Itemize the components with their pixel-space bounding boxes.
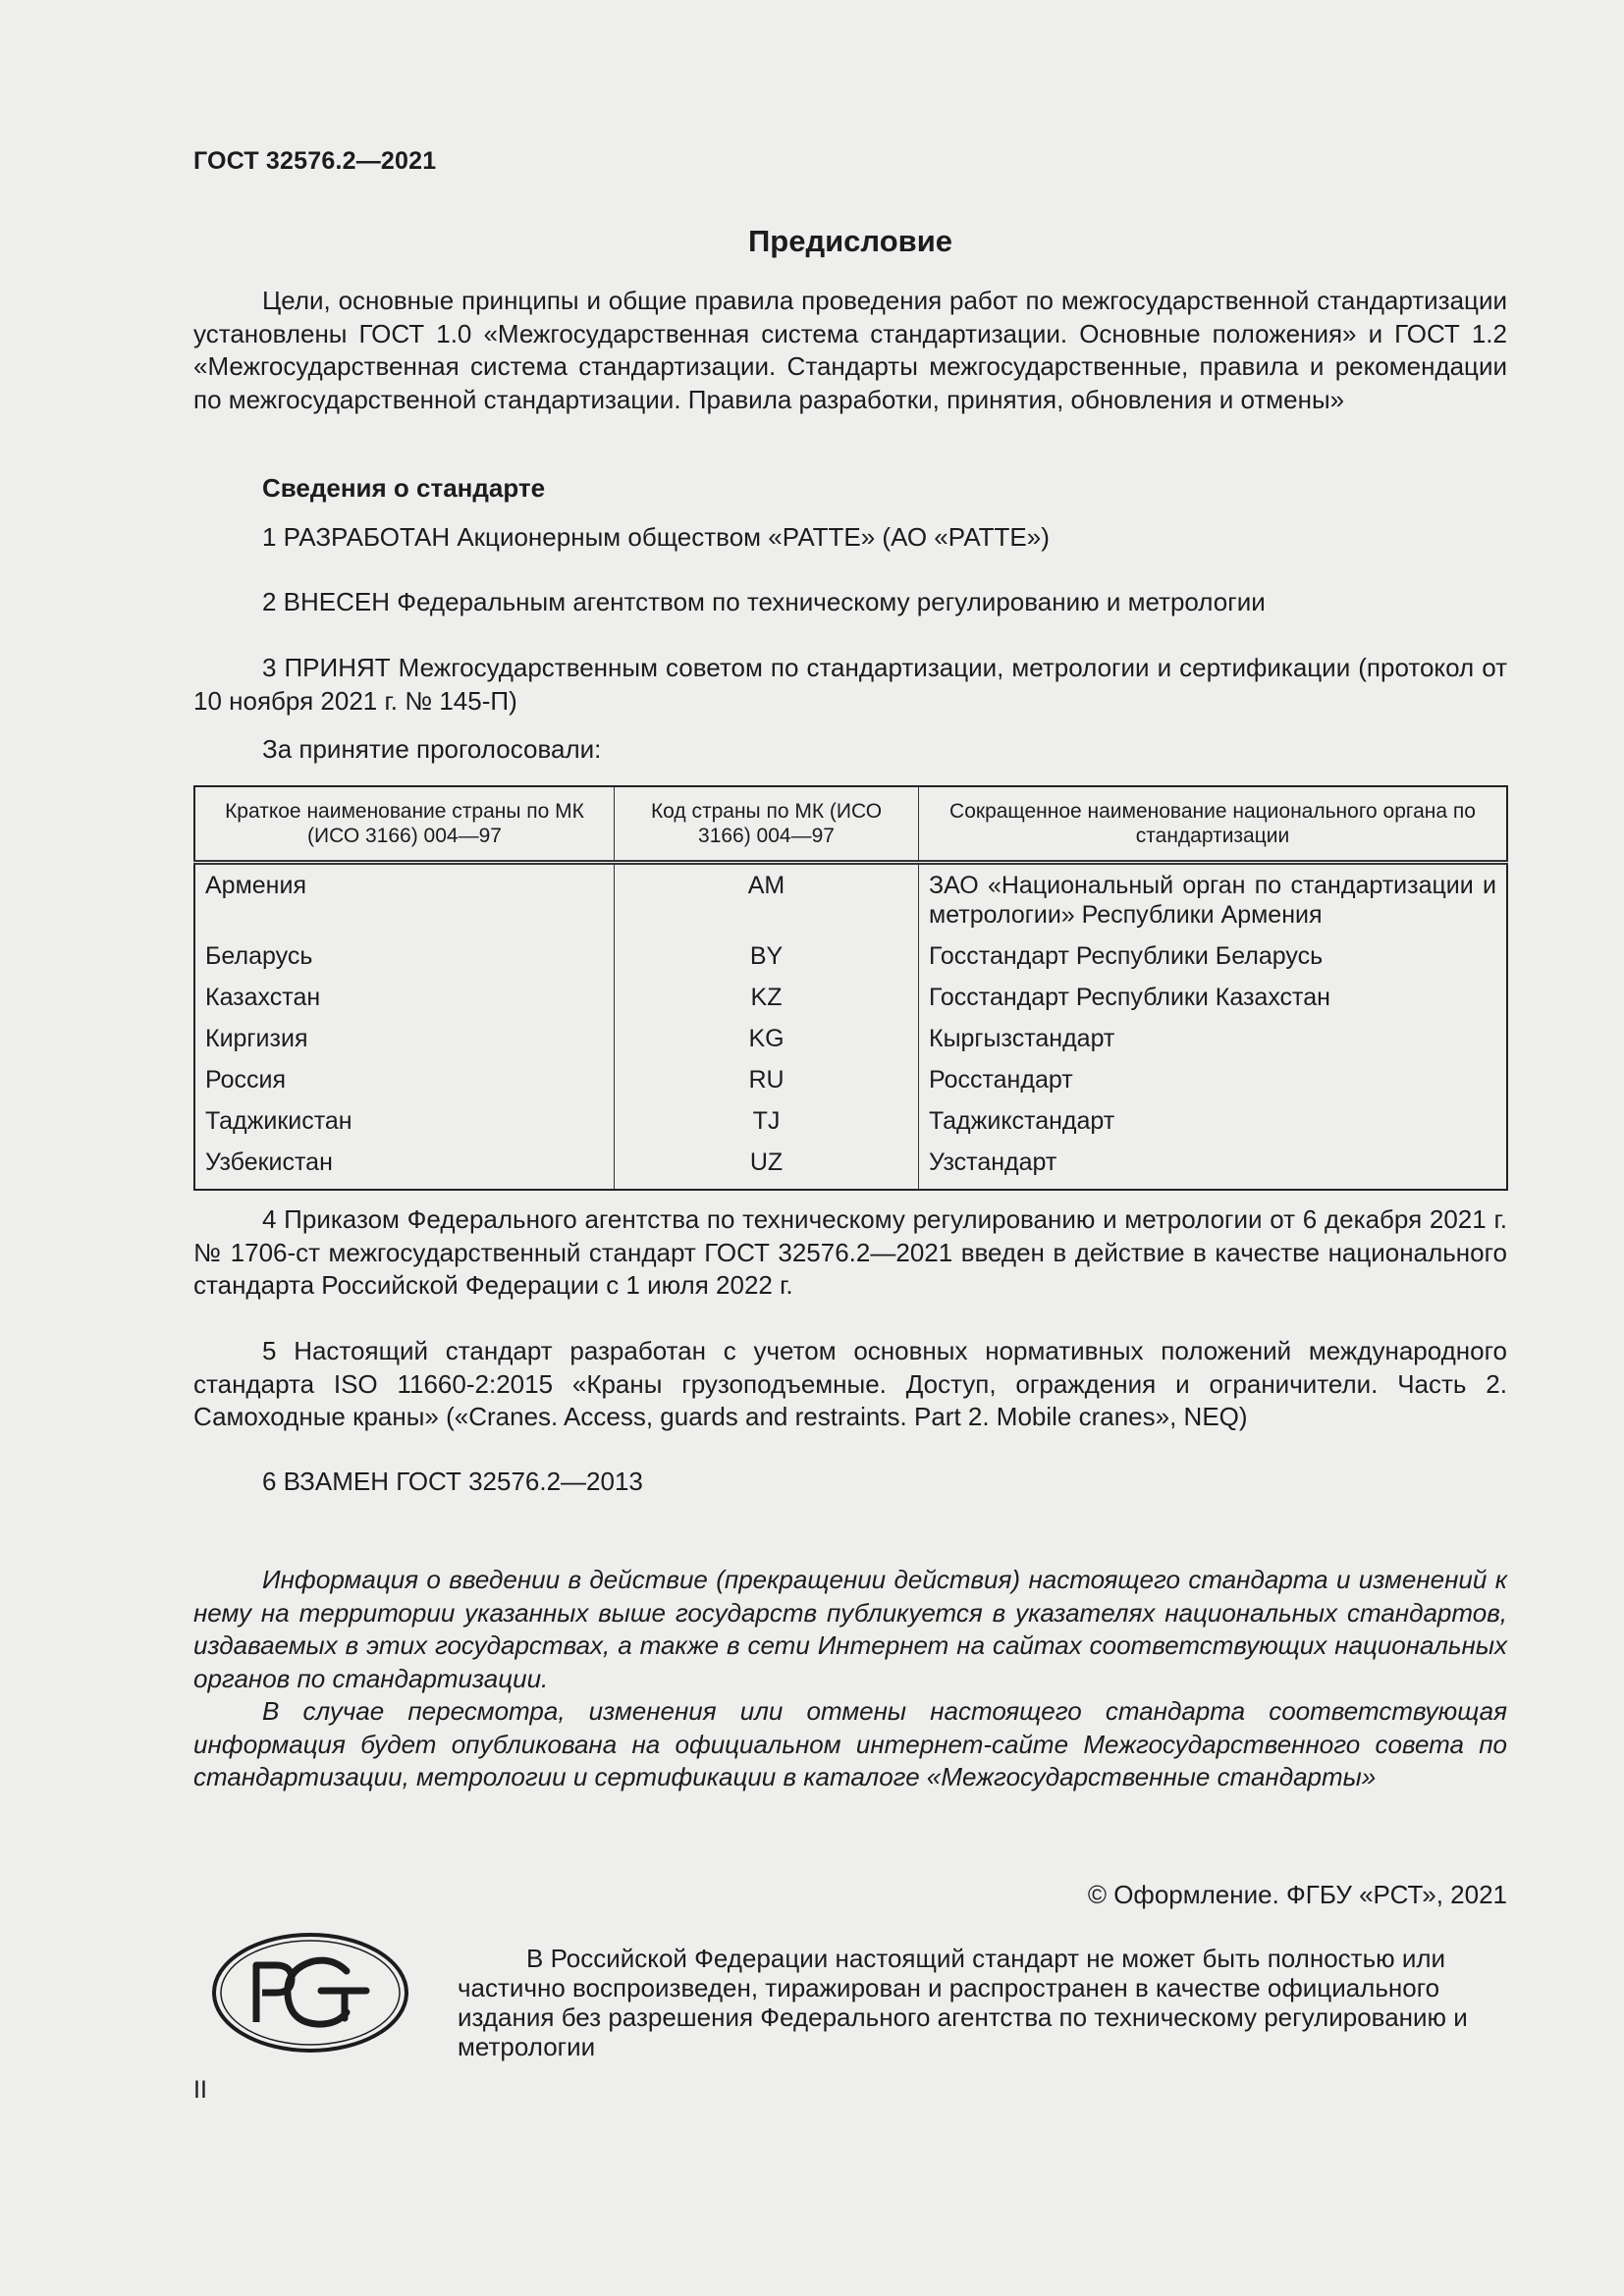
cell-country: Россия [194, 1065, 615, 1106]
cell-country: Таджикистан [194, 1106, 615, 1148]
cell-code: BY [615, 941, 919, 983]
voting-table [193, 785, 1508, 1191]
cell-code: UZ [615, 1148, 919, 1190]
cell-country: Узбекистан [194, 1148, 615, 1190]
item-enacted: 4 Приказом Федерального агентства по техническому регулированию и метрологии от 6 декабря 2021 г. № 1706-ст межгосударственный стандарт ГОСТ 32576.2—2021 введен в действие в качестве национального стандарта Российской Федерации с 1 июля 2022 г. [193, 1204, 1507, 1300]
cell-code: AM [615, 863, 919, 942]
cell-code: RU [615, 1065, 919, 1106]
table-row [194, 863, 1507, 942]
reproduction-restriction: В Российской Федерации настоящий стандарт не может быть полностью или частично воспроизведен, тиражирован и распространен в качестве официального издания без разрешения Федерального агентства по техническому регулированию и метрологии [458, 1944, 1468, 2061]
cell-org: Кыргызстандарт [919, 1024, 1508, 1065]
copyright-notice: © Оформление. ФГБУ «РСТ», 2021 [1087, 1880, 1507, 1909]
cell-org: Госстандарт Республики Казахстан [919, 983, 1508, 1024]
standard-info-heading: Сведения о стандарте [262, 473, 546, 503]
cell-org: Таджикстандарт [919, 1106, 1508, 1148]
item-based-on: 5 Настоящий стандарт разработан с учетом основных нормативных положений международного стандарта ISO 11660-2:2015 «Краны грузоподъемные. Доступ, ограждения и ограничители. Часть 2. Самоходные краны» («Cranes. Access, guards and restraints. Part 2. Mobile cranes», NEQ) [193, 1336, 1507, 1431]
header-national-body: Сокращенное наименование национального органа по стандартизации [919, 786, 1508, 863]
cell-country: Казахстан [194, 983, 615, 1024]
document-code-header: ГОСТ 32576.2—2021 [193, 147, 437, 175]
notice-info-publication: Информация о введении в действие (прекращении действия) настоящего стандарта и изменений к нему на территории указанных выше государств публикуется в указателях национальных стандартов, издаваемых в этих государствах, а также в сети Интернет на сайтах соответствующих национальных органов по стандартизации. [193, 1565, 1507, 1693]
item-adopted: 3 ПРИНЯТ Межгосударственным советом по стандартизации, метрологии и сертификации (протокол от 10 ноября 2021 г. № 145-П) [193, 653, 1507, 716]
table-header-row [194, 786, 1507, 863]
header-country: Краткое наименование страны по МК (ИСО 3166) 004—97 [194, 786, 615, 863]
table-row [194, 941, 1507, 983]
cell-country: Беларусь [194, 941, 615, 983]
intro-paragraph: Цели, основные принципы и общие правила проведения работ по межгосударственной стандартизации установлены ГОСТ 1.0 «Межгосударственная система стандартизации. Основные положения» и ГОСТ 1.2 «Межгосударственная система стандартизации. Стандарты межгосударственные, правила и рекомендации по межгосударственной стандартизации. Правила разработки, принятия, обновления и отмены» [193, 286, 1507, 414]
cell-country: Армения [194, 863, 615, 942]
notice-revision: В случае пересмотра, изменения или отмены настоящего стандарта соответствующая информация будет опубликована на официальном интернет-сайте Межгосударственного совета по стандартизации, метрологии и сертификации в каталоге «Межгосударственные стандарты» [193, 1696, 1507, 1791]
table-row [194, 1024, 1507, 1065]
table-row [194, 1065, 1507, 1106]
item-introduced: 2 ВНЕСЕН Федеральным агентством по техническому регулированию и метрологии [262, 587, 1266, 616]
page-title: Предисловие [747, 224, 952, 258]
cell-code: KZ [615, 983, 919, 1024]
cell-org: Госстандарт Республики Беларусь [919, 941, 1508, 983]
table-row [194, 1148, 1507, 1190]
table-row [194, 983, 1507, 1024]
rst-logo-icon [211, 1932, 409, 2054]
cell-org: Узстандарт [919, 1148, 1508, 1190]
page-number: II [193, 2076, 207, 2104]
cell-code: TJ [615, 1106, 919, 1148]
voted-intro: За принятие проголосовали: [262, 734, 602, 764]
item-developed: 1 РАЗРАБОТАН Акционерным обществом «РАТТЕ» (АО «РАТТЕ») [262, 522, 1050, 552]
cell-org: Росстандарт [919, 1065, 1508, 1106]
cell-org: ЗАО «Национальный орган по стандартизации и метрологии» Республики Армения [919, 863, 1508, 942]
cell-country: Киргизия [194, 1024, 615, 1065]
table-row [194, 1106, 1507, 1148]
item-replaces: 6 ВЗАМЕН ГОСТ 32576.2—2013 [262, 1467, 643, 1496]
header-country-code: Код страны по МК (ИСО 3166) 004—97 [615, 786, 919, 863]
cell-code: KG [615, 1024, 919, 1065]
